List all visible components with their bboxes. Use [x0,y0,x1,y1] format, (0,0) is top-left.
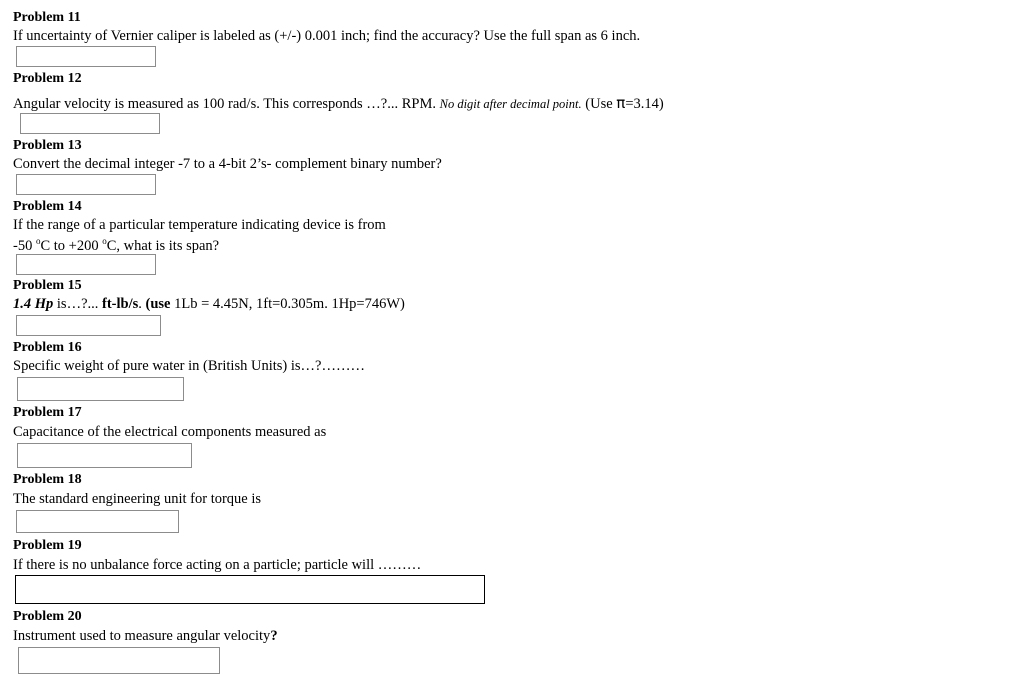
problem-12-answer-input[interactable] [20,113,160,134]
problem-17-answer-input[interactable] [17,443,192,468]
problem-12-use-suffix: =3.14) [625,96,664,112]
problem-17-question: Capacitance of the electrical components measured as [13,424,327,440]
problem-19-answer-input[interactable] [15,575,485,604]
problem-20-question [13,629,278,644]
problem-11-title: Problem 11 [13,10,81,25]
problem-19-question: If there is no unbalance force acting on a particle; particle will ……… [13,557,422,573]
problem-13-answer-input[interactable] [16,174,156,195]
problem-18-answer-input[interactable] [16,510,179,533]
problem-15-question [13,297,405,312]
problem-14-text-a: -50 [13,237,36,254]
problem-12-question-main: Angular velocity is measured as 100 rad/s. This corresponds …?... RPM. [13,96,436,112]
problem-12-title: Problem 12 [13,71,82,86]
problem-15-value: 1.4 Hp [13,296,54,312]
problem-14-text-b: C to +200 [40,237,103,254]
problem-20-question-main: Instrument used to measure angular velocity [13,628,271,644]
problem-15-answer-input[interactable] [16,315,161,336]
pi-symbol: π [616,94,626,112]
problem-15-dot: . [138,296,146,312]
problem-14-question-line1: If the range of a particular temperature indicating device is from [13,217,386,233]
degree-symbol: o [102,236,107,246]
problem-11-answer-input[interactable] [16,46,156,67]
problem-15-title: Problem 15 [13,278,82,293]
problem-13-title: Problem 13 [13,138,82,153]
problem-20-answer-input[interactable] [18,647,220,674]
problem-11-question: If uncertainty of Vernier caliper is labeled as (+/-) 0.001 inch; find the accuracy? Use the full span as 6 inch. [13,28,641,44]
problem-13-question: Convert the decimal integer -7 to a 4-bit 2’s- complement binary number? [13,156,442,172]
problem-14-title: Problem 14 [13,199,82,214]
degree-symbol: o [35,236,41,246]
problem-16-question: Specific weight of pure water in (British Units) is…?……… [13,358,365,374]
problem-15-mid: is…?... [53,296,103,312]
problem-19-title: Problem 19 [13,538,82,553]
problem-14-answer-input[interactable] [16,254,156,275]
problem-12-note: No digit after decimal point. [439,97,582,111]
problem-14-text-c: C, what is its span? [106,237,220,254]
problem-12-use-prefix: (Use [585,96,617,112]
problem-16-title: Problem 16 [13,340,82,355]
problem-15-use: (use [145,296,171,312]
problem-14-question-line2 [13,237,219,253]
problem-20-title: Problem 20 [13,609,82,624]
problem-18-question: The standard engineering unit for torque is [13,491,262,507]
problem-15-unit: ft-lb/s [102,296,139,312]
problem-16-answer-input[interactable] [17,377,184,401]
problem-17-title: Problem 17 [13,405,82,420]
problem-18-title: Problem 18 [13,472,82,487]
problem-20-question-mark: ? [270,628,278,644]
problem-15-rest: 1Lb = 4.45N, 1ft=0.305m. 1Hp=746W) [170,296,405,312]
problem-12-question [13,96,664,112]
